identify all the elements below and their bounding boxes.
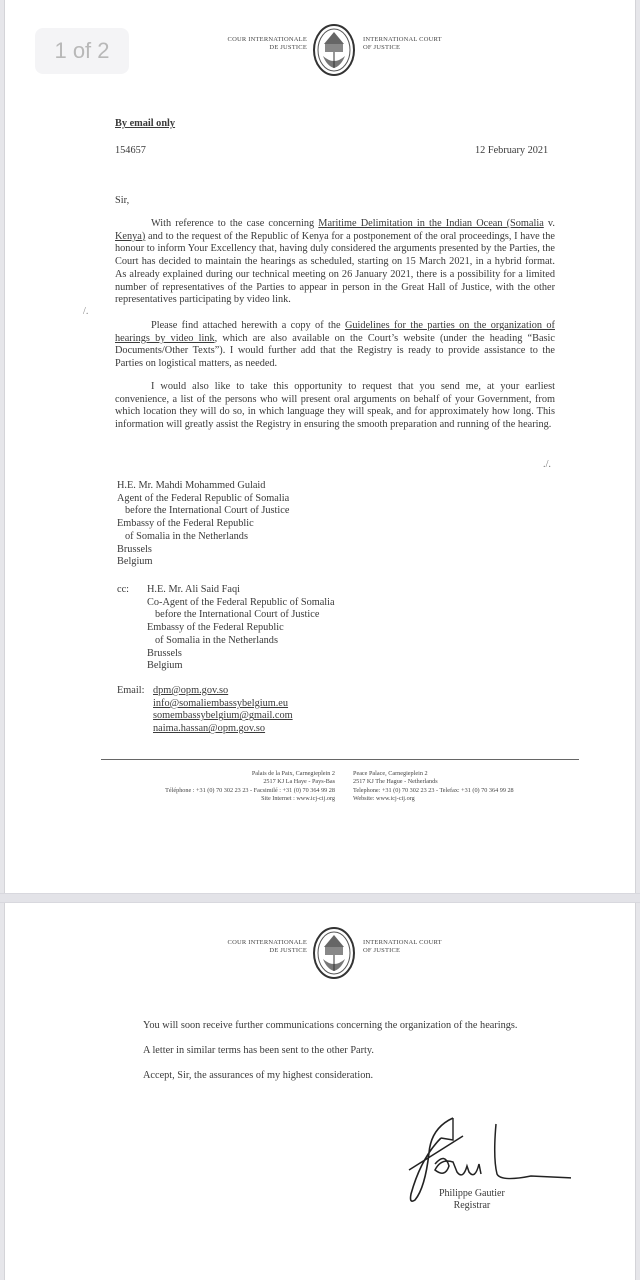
email-link[interactable]: somembassybelgium@gmail.com — [153, 710, 293, 722]
cc-line: Brussels — [147, 647, 182, 659]
letterhead-en-line1: INTERNATIONAL COURT — [363, 36, 442, 43]
letter-date: 12 February 2021 — [475, 145, 549, 156]
closing-line-2: A letter in similar terms has been sent to the other Party. — [143, 1045, 374, 1056]
letterhead-english — [363, 36, 442, 52]
cc-name: H.E. Mr. Ali Said Faqi — [147, 584, 240, 595]
p2-rest: , which are also available on the Court’s website (under the heading “Basic Documents/Other Texts”). I would further add that the Registry is ready to provide assistance to the Parties on logistical matters, as needed. — [115, 332, 555, 370]
reference-number: 154657 — [115, 145, 146, 156]
delivery-note: By email only — [115, 118, 176, 129]
paragraph-2 — [115, 320, 555, 371]
letterhead-french — [228, 36, 307, 52]
cc-label: cc: — [117, 584, 130, 595]
cc-line: Embassy of the Federal Republic — [147, 622, 284, 634]
closing-line-3: Accept, Sir, the assurances of my highest consideration. — [143, 1070, 374, 1081]
signatory-name: Philippe Gautier — [439, 1188, 505, 1199]
addressee-name: H.E. Mr. Mahdi Mohammed Gulaid — [117, 480, 266, 491]
salutation: Sir, — [115, 195, 130, 206]
margin-mark: /. — [83, 306, 89, 317]
paragraph-1 — [115, 218, 555, 307]
page-separator — [0, 893, 640, 903]
letterhead-fr-line1: COUR INTERNATIONALE — [227, 36, 307, 43]
footer-divider — [101, 759, 579, 760]
letterhead-fr-line1: COUR INTERNATIONALE — [227, 939, 307, 946]
footer-english — [353, 770, 514, 804]
cc-line: Co-Agent of the Federal Republic of Somalia — [147, 596, 335, 608]
signatory-title: Registrar — [453, 1200, 491, 1211]
addressee-block — [117, 480, 289, 569]
addressee-line: before the International Court of Justice — [125, 505, 290, 517]
letterhead-fr-line2: DE JUSTICE — [269, 44, 307, 51]
footer-en-line: 2517 KJ The Hague - Netherlands — [353, 778, 438, 786]
letterhead — [5, 923, 637, 973]
email-link[interactable]: info@somaliembassybelgium.eu — [153, 697, 289, 709]
guidelines-link[interactable]: Guidelines for the parties on the organization of hearings by video link — [115, 320, 555, 344]
paragraph-3: I would also like to take this opportunity to request that you send me, at your earliest convenience, a list of the persons who will present oral arguments on behalf of your Government, from which location they will do so, in which language they will speak, and for approximately how long. This information will greatly assist the Registry in ensuring the smooth preparation and running of the hearing. — [115, 381, 555, 431]
addressee-line: of Somalia in the Netherlands — [125, 530, 248, 542]
addressee-line: Embassy of the Federal Republic — [117, 518, 254, 530]
footer-fr-line: Site Internet : www.icj-cij.org — [261, 795, 335, 803]
footer-french — [165, 770, 335, 804]
case-title-2: Kenya) — [115, 230, 146, 242]
cc-line: of Somalia in the Netherlands — [155, 634, 278, 646]
p2-text: Please find attached herewith a copy of the — [151, 320, 345, 331]
footer-en-line: Peace Palace, Carnegieplein 2 — [353, 770, 428, 777]
document-page-1 — [4, 0, 636, 893]
continuation-mark: ./. — [543, 459, 552, 470]
addressee-line: Belgium — [117, 556, 153, 568]
icj-seal-icon — [311, 22, 357, 78]
footer-fr-line: 2517 KJ La Haye - Pays-Bas — [263, 778, 335, 786]
email-list — [153, 685, 293, 736]
signatory-block — [439, 1188, 505, 1212]
letterhead-fr-line2: DE JUSTICE — [269, 947, 307, 954]
p1-mid: v. — [543, 218, 555, 229]
footer-fr-line: Téléphone : +31 (0) 70 302 23 23 - Facsimilé : +31 (0) 70 364 99 28 — [165, 786, 335, 794]
footer-en-line: Website: www.icj-cij.org — [353, 795, 415, 803]
letterhead-french — [228, 939, 307, 955]
addressee-line: Agent of the Federal Republic of Somalia — [117, 492, 290, 504]
page-indicator: 1 of 2 — [35, 28, 129, 74]
footer-fr-line: Palais de la Paix, Carnegieplein 2 — [251, 770, 335, 777]
letterhead-en-line1: INTERNATIONAL COURT — [363, 939, 442, 946]
letterhead-en-line2: OF JUSTICE — [363, 44, 401, 51]
cc-line: before the International Court of Justice — [155, 609, 320, 621]
email-link[interactable]: dpm@opm.gov.so — [153, 685, 229, 696]
case-title: Maritime Delimitation in the Indian Ocean (Somalia — [318, 218, 544, 229]
document-page-2 — [4, 903, 636, 1280]
email-link[interactable]: naima.hassan@opm.gov.so — [153, 723, 266, 735]
p1-text: With reference to the case concerning — [151, 218, 319, 229]
icj-seal-icon — [311, 925, 357, 981]
cc-line: Belgium — [147, 660, 183, 672]
p1-rest: and to the request of the Republic of Kenya for a postponement of the oral proceedings, I have the honour to inform Your Excellency that, having duly considered the arguments presented by the Parties, the Court has decided to maintain the hearings as scheduled, starting on 15 March 2021, in a hybrid format. As already explained during our technical meeting on 26 January 2021, there is a possibility for a limited number of representatives of the Parties to appear in person in the Great Hall of Justice, with the other representatives participating by video link. — [115, 230, 555, 306]
cc-block — [147, 584, 335, 673]
letterhead-english — [363, 939, 442, 955]
closing-line-1: You will soon receive further communications concerning the organization of the hearings. — [143, 1020, 518, 1031]
email-label: Email: — [117, 685, 145, 696]
addressee-line: Brussels — [117, 543, 152, 555]
letterhead-en-line2: OF JUSTICE — [363, 947, 401, 954]
footer-en-line: Telephone: +31 (0) 70 302 23 23 - Telefax: +31 (0) 70 364 99 28 — [353, 786, 514, 794]
